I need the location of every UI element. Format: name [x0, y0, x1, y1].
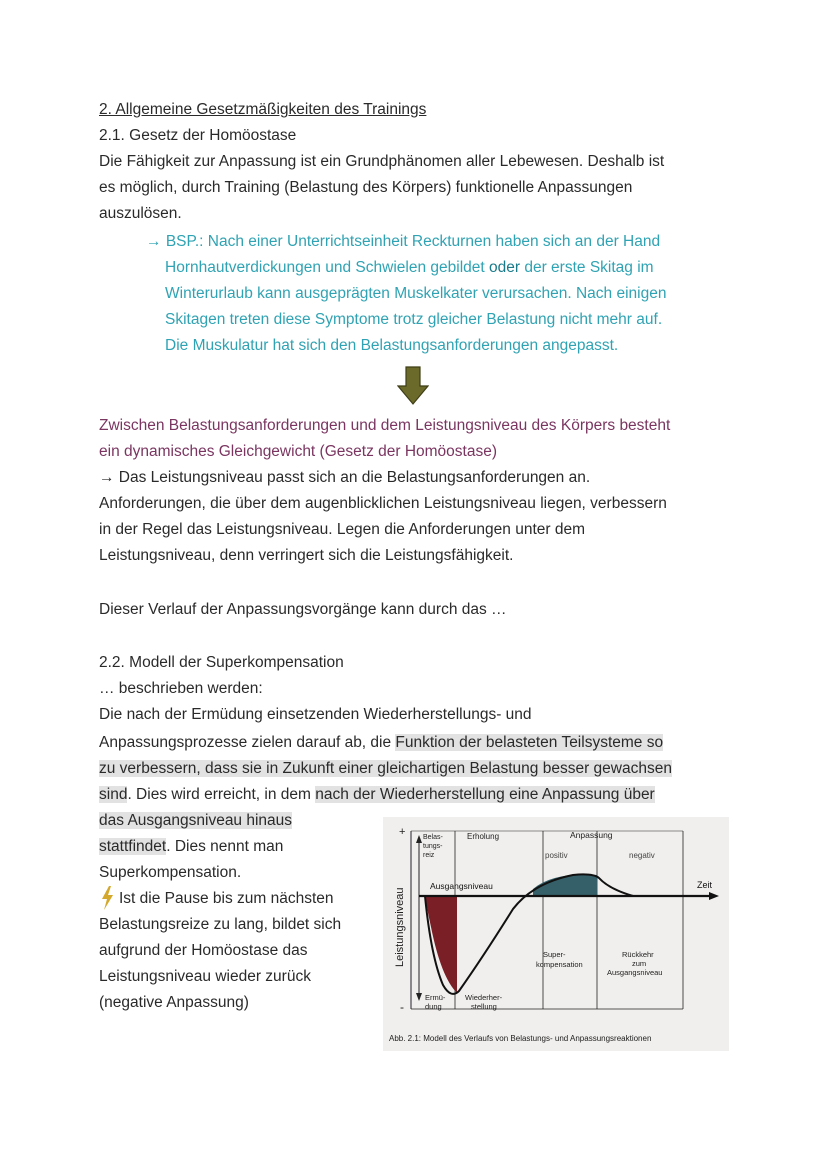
arrow-down-icon	[397, 366, 429, 406]
highlighted-text: zu verbessern, dass sie in Zukunft einer gleichartigen Belastung besser gewachsen	[99, 760, 672, 777]
paragraph-line	[99, 834, 283, 860]
balance-line: ein dynamisches Gleichgewicht (Gesetz der Homöostase)	[99, 443, 498, 460]
arrow-right-icon: →	[146, 233, 162, 250]
paragraph-line: Belastungsreize zu lang, bildet sich	[99, 916, 342, 933]
paragraph-line: Ist die Pause bis zum nächsten	[119, 890, 334, 907]
highlighted-text: Funktion der belasteten Teilsysteme so	[395, 734, 664, 751]
lightning-icon	[100, 886, 114, 910]
balance-line: Zwischen Belastungsanforderungen und dem Leistungsniveau des Körpers besteht	[99, 417, 671, 434]
paragraph-line	[99, 782, 655, 808]
rueckkehr-label: Ausgangsniveau	[607, 968, 663, 977]
negativ-label: negativ	[629, 851, 655, 860]
figure-caption: Abb. 2.1: Modell des Verlaufs von Belastungs- und Anpassungsreaktionen	[389, 1034, 652, 1043]
zeit-label: Zeit	[697, 880, 713, 890]
paragraph-line: (negative Anpassung)	[99, 994, 249, 1011]
supercompensation-figure	[383, 817, 729, 1051]
example-line	[146, 229, 660, 255]
paragraph-line: → Das Leistungsniveau passt sich an die Belastungsanforderungen an.	[99, 469, 591, 486]
rueckkehr-label: zum	[632, 959, 647, 968]
paragraph-line: es möglich, durch Training (Belastung des Körpers) funktionelle Anpassungen	[99, 179, 633, 196]
erholung-label: Erholung	[467, 832, 500, 841]
paragraph-line: auszulösen.	[99, 205, 182, 222]
section-heading: 2. Allgemeine Gesetzmäßigkeiten des Trainings	[99, 101, 427, 118]
text-span: . Dies wird erreicht, in dem	[127, 786, 316, 803]
ausgangsniveau-label: Ausgangsniveau	[430, 881, 493, 891]
example-line: Winterurlaub kann ausgeprägten Muskelkater verursachen. Nach einigen	[165, 285, 667, 302]
superkompensation-label: kompensation	[536, 960, 583, 969]
plus-label: +	[399, 826, 406, 838]
highlighted-text: nach der Wiederherstellung eine Anpassung über	[315, 786, 655, 803]
belastungsreiz-label: Belas-	[423, 834, 443, 841]
paragraph-line: … beschrieben werden:	[99, 680, 263, 697]
highlighted-text: das Ausgangsniveau hinaus	[99, 812, 293, 829]
example-text: der erste Skitag im	[524, 259, 654, 276]
paragraph-line	[99, 808, 292, 834]
superkompensation-label: Super-	[543, 950, 566, 959]
paragraph-line	[99, 730, 663, 756]
wiederherstellung-label: stellung	[471, 1002, 497, 1011]
paragraph-line: aufgrund der Homöostase das	[99, 942, 308, 959]
example-line	[165, 255, 654, 281]
ermuedung-label: dung	[425, 1002, 442, 1011]
subheading-homoeostase: 2.1. Gesetz der Homöostase	[99, 127, 297, 144]
example-line: Skitagen treten diese Symptome trotz gleicher Belastung nicht mehr auf.	[165, 311, 663, 328]
example-oder: oder	[489, 259, 521, 276]
example-line: Die Muskulatur hat sich den Belastungsanforderungen angepasst.	[165, 337, 619, 354]
paragraph-line: in der Regel das Leistungsniveau. Legen die Anforderungen unter dem	[99, 521, 586, 538]
paragraph-line	[99, 756, 672, 782]
highlighted-text: stattfindet	[99, 838, 167, 855]
belastungsreiz-label: reiz	[423, 852, 435, 859]
belastungsreiz-label: tungs-	[423, 843, 443, 850]
paragraph-line: Leistungsniveau wieder zurück	[99, 968, 311, 985]
ermuedung-label: Ermü-	[425, 993, 446, 1002]
paragraph-line: Superkompensation.	[99, 864, 242, 881]
example-text: Hornhautverdickungen und Schwielen gebildet	[165, 259, 485, 276]
rueckkehr-label: Rückkehr	[622, 950, 654, 959]
wiederherstellung-label: Wiederher-	[465, 993, 503, 1002]
supercompensation-diagram	[383, 817, 729, 1051]
paragraph-line: Dieser Verlauf der Anpassungsvorgänge kann durch das …	[99, 601, 507, 618]
text-span: . Dies nennt man	[166, 838, 284, 855]
example-text: BSP.: Nach einer Unterrichtseinheit Reckturnen haben sich an der Hand	[165, 233, 661, 250]
anpassung-label: Anpassung	[570, 830, 613, 840]
minus-label: -	[400, 1000, 404, 1014]
subheading-superkompensation: 2.2. Modell der Superkompensation	[99, 654, 344, 671]
paragraph-line: Die nach der Ermüdung einsetzenden Wiederherstellungs- und	[99, 706, 532, 723]
y-axis-label: Leistungsniveau	[394, 887, 406, 967]
highlighted-text: sind	[99, 786, 128, 803]
paragraph-line: Anforderungen, die über dem augenblicklichen Leistungsniveau liegen, verbessern	[99, 495, 667, 512]
text-span: Anpassungsprozesse zielen darauf ab, die	[99, 734, 396, 751]
positiv-label: positiv	[545, 851, 568, 860]
paragraph-line: Die Fähigkeit zur Anpassung ist ein Grundphänomen aller Lebewesen. Deshalb ist	[99, 153, 665, 170]
paragraph-line: Leistungsniveau, denn verringert sich die Leistungsfähigkeit.	[99, 547, 514, 564]
